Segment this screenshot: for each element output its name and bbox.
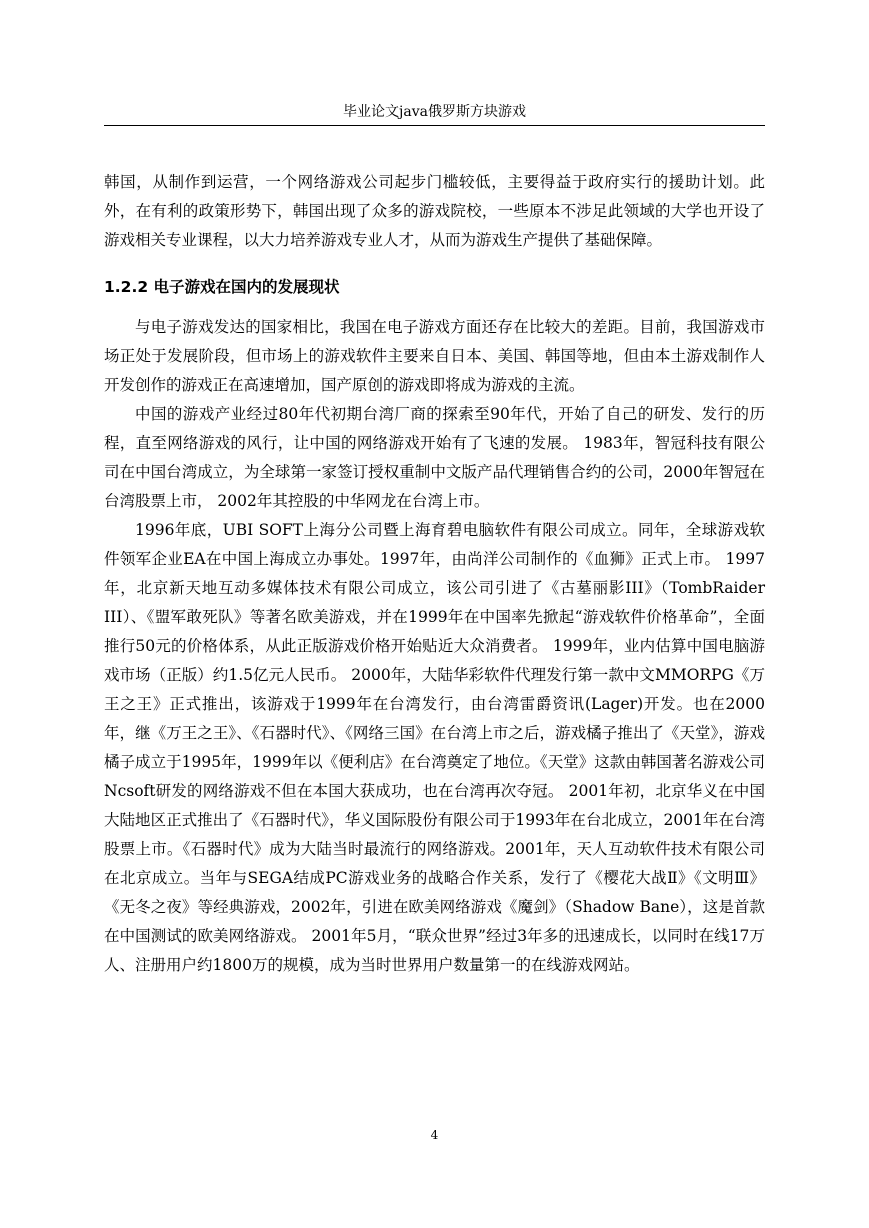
paragraph-continued: 韩国，从制作到运营，一个网络游戏公司起步门槛较低，主要得益于政府实行的援助计划。此外，在有利的政策形势下，韩国出现了众多的游戏院校，一些原本不涉足此领域的大学也开设了游戏相关专业课程，以大力培养游戏专业人才，从而为游戏生产提供了基础保障。 (104, 173, 765, 249)
paragraph: 1996年底，UBI SOFT上海分公司暨上海育碧电脑软件有限公司成立。同年，全球游戏软件领军企业EA在中国上海成立办事处。1997年，由尚洋公司制作的《血狮》正式上市。 1997年，北京新天地互动多媒体技术有限公司成立，该公司引进了《古墓丽影III》（TombRaider III）、《盟军敢死队》等著名欧美游戏，并在1999年在中国率先掀起“游戏软件价格革命”，全面推行50元的价格体系，从此正版游戏价格开始贴近大众消费者。 1999年，业内估算中国电脑游戏市场（正版）约1.5亿元人民币。 2000年，大陆华彩软件代理发行第一款中文MMORPG《万王之王》正式推出，该游戏于1999年在台湾发行，由台湾雷爵资讯(Lager)开发。也在2000年，继《万王之王》、《石器时代》、《网络三国》在台湾上市之后，游戏橘子推出了《天堂》，游戏橘子成立于1995年，1999年以《便利店》在台湾奠定了地位。《天堂》这款由韩国著名游戏公司Ncsoft研发的网络游戏不但在本国大获成功，也在台湾再次夺冠。 2001年初，北京华义在中国大陆地区正式推出了《石器时代》，华义国际股份有限公司于1993年在台北成立，2001年在台湾股票上市。《石器时代》成为大陆当时最流行的网络游戏。2001年，天人互动软件技术有限公司在北京成立。当年与SEGA结成PC游戏业务的战略合作关系，发行了《樱花大战Ⅱ》《文明Ⅲ》《无冬之夜》等经典游戏，2002年，引进在欧美网络游戏《魔剑》（Shadow Bane），这是首款在中国测试的欧美网络游戏。 2001年5月，“联众世界”经过3年多的迅速成长，以同时在线17万人、注册用户约1800万的规模，成为当时世界用户数量第一的在线游戏网站。 (104, 521, 765, 974)
page-body (104, 168, 765, 980)
paragraph: 与电子游戏发达的国家相比，我国在电子游戏方面还存在比较大的差距。目前，我国游戏市场正处于发展阶段，但市场上的游戏软件主要来自日本、美国、韩国等地，但由本土游戏制作人开发创作的游戏正在高速增加，国产原创的游戏即将成为游戏的主流。 (104, 318, 765, 394)
paragraph: 中国的游戏产业经过80年代初期台湾厂商的探索至90年代，开始了自己的研发、发行的历程，直至网络游戏的风行，让中国的网络游戏开始有了飞速的发展。 1983年，智冠科技有限公司在中国台湾成立，为全球第一家签订授权重制中文版产品代理销售合约的公司，2000年智冠在台湾股票上市， 2002年其控股的中华网龙在台湾上市。 (104, 405, 765, 510)
section-heading: 1.2.2 电子游戏在国内的发展现状 (104, 278, 340, 296)
running-header: 毕业论文java俄罗斯方块游戏 (343, 104, 526, 120)
header-rule (104, 125, 765, 126)
page-number: 4 (430, 1128, 439, 1142)
